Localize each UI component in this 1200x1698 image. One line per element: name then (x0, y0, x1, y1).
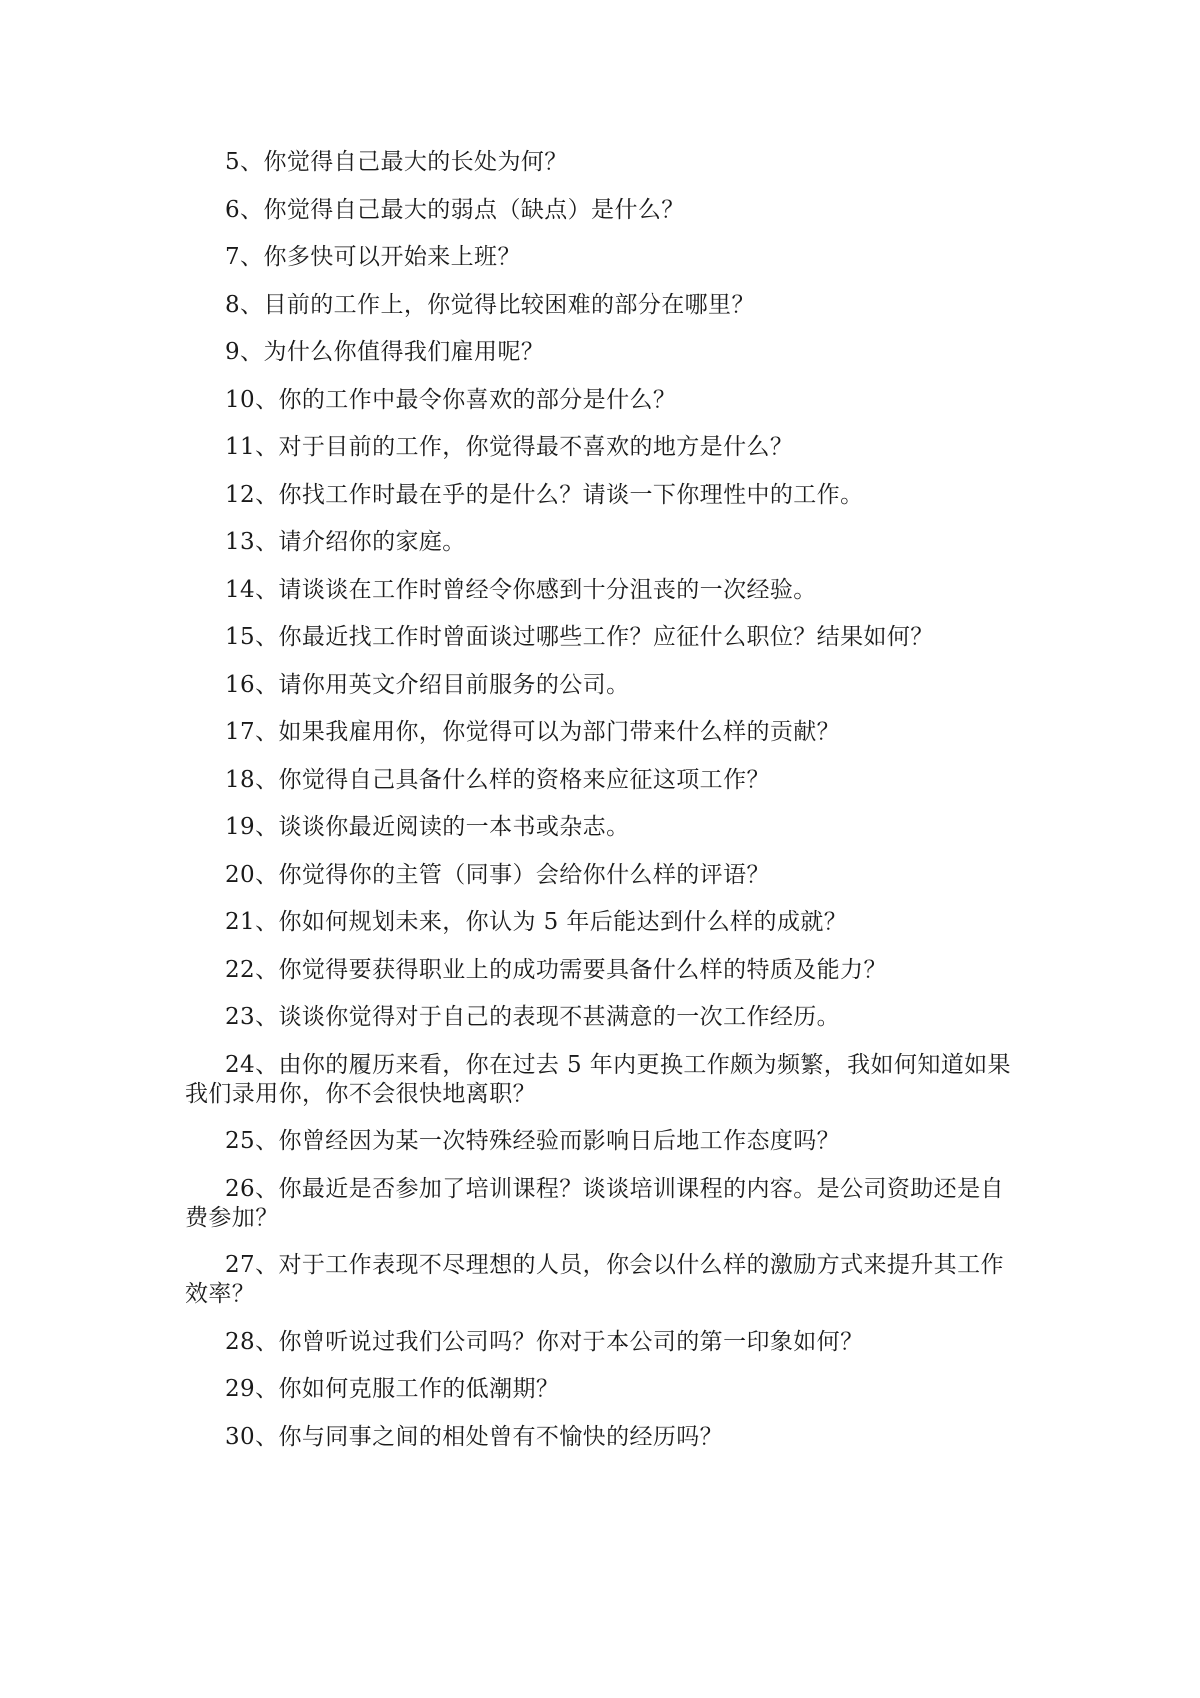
question-number: 15 (225, 624, 256, 650)
question-item (185, 1375, 1025, 1404)
question-separator: 、 (240, 196, 264, 223)
question-number: 8 (225, 291, 241, 318)
question-separator: 、 (255, 1004, 279, 1030)
question-text: 对于工作表现不尽理想的人员，你会以什么样的激励方式来提升其工作效率？ (185, 1252, 1004, 1307)
question-item (185, 671, 1025, 700)
question-separator: 、 (255, 1051, 279, 1078)
question-number: 30 (225, 1423, 256, 1450)
question-text: 目前的工作上，你觉得比较困难的部分在哪里？ (263, 291, 755, 318)
question-item (185, 196, 1025, 225)
question-number: 26 (225, 1175, 256, 1202)
question-item (185, 1423, 1025, 1452)
question-separator: 、 (255, 956, 279, 983)
question-separator: 、 (255, 529, 279, 555)
question-number: 22 (225, 956, 256, 983)
question-separator: 、 (255, 719, 279, 745)
question-text: 你与同事之间的相处曾有不愉快的经历吗？ (278, 1423, 724, 1450)
question-text: 为什么你值得我们雇用呢？ (263, 339, 545, 365)
question-item (185, 291, 1025, 320)
question-number: 27 (225, 1252, 256, 1278)
question-item (185, 766, 1025, 795)
question-number: 12 (225, 481, 256, 508)
question-separator: 、 (255, 671, 279, 698)
question-item (185, 481, 1025, 510)
question-item (185, 718, 1025, 747)
question-separator: 、 (255, 1128, 279, 1154)
question-text: 你如何规划未来，你认为 5 年后能达到什么样的成就？ (278, 909, 848, 935)
question-number: 28 (225, 1328, 256, 1355)
question-separator: 、 (255, 1376, 279, 1402)
question-number: 21 (225, 909, 256, 935)
question-separator: 、 (255, 814, 279, 840)
question-text: 你的工作中最令你喜欢的部分是什么？ (278, 386, 677, 413)
question-number: 16 (225, 671, 256, 698)
question-item (185, 148, 1025, 177)
question-separator: 、 (255, 1252, 279, 1278)
question-number: 5 (225, 149, 241, 175)
question-item (185, 1051, 1025, 1109)
question-item (185, 433, 1025, 462)
question-separator: 、 (255, 481, 279, 508)
question-separator: 、 (240, 149, 264, 175)
question-number: 18 (225, 766, 256, 793)
question-separator: 、 (255, 624, 279, 650)
question-item (185, 861, 1025, 890)
question-separator: 、 (255, 1175, 279, 1202)
question-text: 你觉得要获得职业上的成功需要具备什么样的特质及能力？ (278, 956, 887, 983)
question-number: 23 (225, 1004, 256, 1030)
question-text: 你多快可以开始来上班？ (263, 244, 521, 270)
question-number: 24 (225, 1051, 256, 1078)
question-separator: 、 (255, 1423, 279, 1450)
question-number: 11 (225, 434, 256, 460)
question-item (185, 1251, 1025, 1309)
question-item (185, 813, 1025, 842)
question-item (185, 908, 1025, 937)
question-text: 你曾经因为某一次特殊经验而影响日后地工作态度吗？ (278, 1128, 841, 1154)
question-text: 你找工作时最在乎的是什么？请谈一下你理性中的工作。 (278, 481, 864, 508)
interview-question-list (185, 148, 1025, 1470)
question-text: 你觉得你的主管（同事）会给你什么样的评语？ (278, 861, 770, 888)
question-text: 请你用英文介绍目前服务的公司。 (278, 671, 630, 698)
question-text: 对于目前的工作，你觉得最不喜欢的地方是什么？ (278, 434, 794, 460)
question-number: 20 (225, 861, 256, 888)
question-text: 你曾听说过我们公司吗？你对于本公司的第一印象如何？ (278, 1328, 864, 1355)
question-text: 你如何克服工作的低潮期？ (278, 1376, 560, 1402)
question-number: 19 (225, 814, 256, 840)
question-item (185, 1003, 1025, 1032)
question-item (185, 623, 1025, 652)
question-separator: 、 (240, 244, 264, 270)
question-text: 如果我雇用你，你觉得可以为部门带来什么样的贡献？ (278, 719, 841, 745)
question-text: 你觉得自己最大的弱点（缺点）是什么？ (263, 196, 685, 223)
question-item (185, 528, 1025, 557)
question-separator: 、 (255, 434, 279, 460)
question-number: 13 (225, 529, 256, 555)
question-text: 你最近是否参加了培训课程？谈谈培训课程的内容。是公司资助还是自费参加？ (185, 1175, 1004, 1231)
question-item (185, 338, 1025, 367)
question-text: 谈谈你觉得对于自己的表现不甚满意的一次工作经历。 (278, 1004, 841, 1030)
question-separator: 、 (255, 1328, 279, 1355)
question-number: 10 (225, 386, 256, 413)
question-separator: 、 (255, 576, 279, 603)
question-number: 7 (225, 244, 241, 270)
question-item (185, 1127, 1025, 1156)
question-item (185, 386, 1025, 415)
question-separator: 、 (255, 861, 279, 888)
question-item (185, 243, 1025, 272)
question-number: 17 (225, 719, 256, 745)
question-item (185, 1328, 1025, 1357)
question-separator: 、 (240, 291, 264, 318)
question-separator: 、 (255, 909, 279, 935)
question-item (185, 1175, 1025, 1233)
question-separator: 、 (240, 339, 264, 365)
question-separator: 、 (255, 766, 279, 793)
question-separator: 、 (255, 386, 279, 413)
question-text: 请介绍你的家庭。 (278, 529, 466, 555)
question-text: 谈谈你最近阅读的一本书或杂志。 (278, 814, 630, 840)
question-item (185, 576, 1025, 605)
question-number: 9 (225, 339, 241, 365)
question-number: 29 (225, 1376, 256, 1402)
question-text: 请谈谈在工作时曾经令你感到十分沮丧的一次经验。 (278, 576, 817, 603)
question-number: 6 (225, 196, 241, 223)
question-number: 25 (225, 1128, 256, 1154)
question-item (185, 956, 1025, 985)
question-number: 14 (225, 576, 256, 603)
question-text: 你最近找工作时曾面谈过哪些工作？应征什么职位？结果如何？ (278, 624, 934, 650)
question-text: 由你的履历来看，你在过去 5 年内更换工作颇为频繁，我如何知道如果我们录用你，你不会很快地离职？ (185, 1051, 1011, 1107)
question-text: 你觉得自己最大的长处为何？ (263, 149, 568, 175)
question-text: 你觉得自己具备什么样的资格来应征这项工作？ (278, 766, 770, 793)
